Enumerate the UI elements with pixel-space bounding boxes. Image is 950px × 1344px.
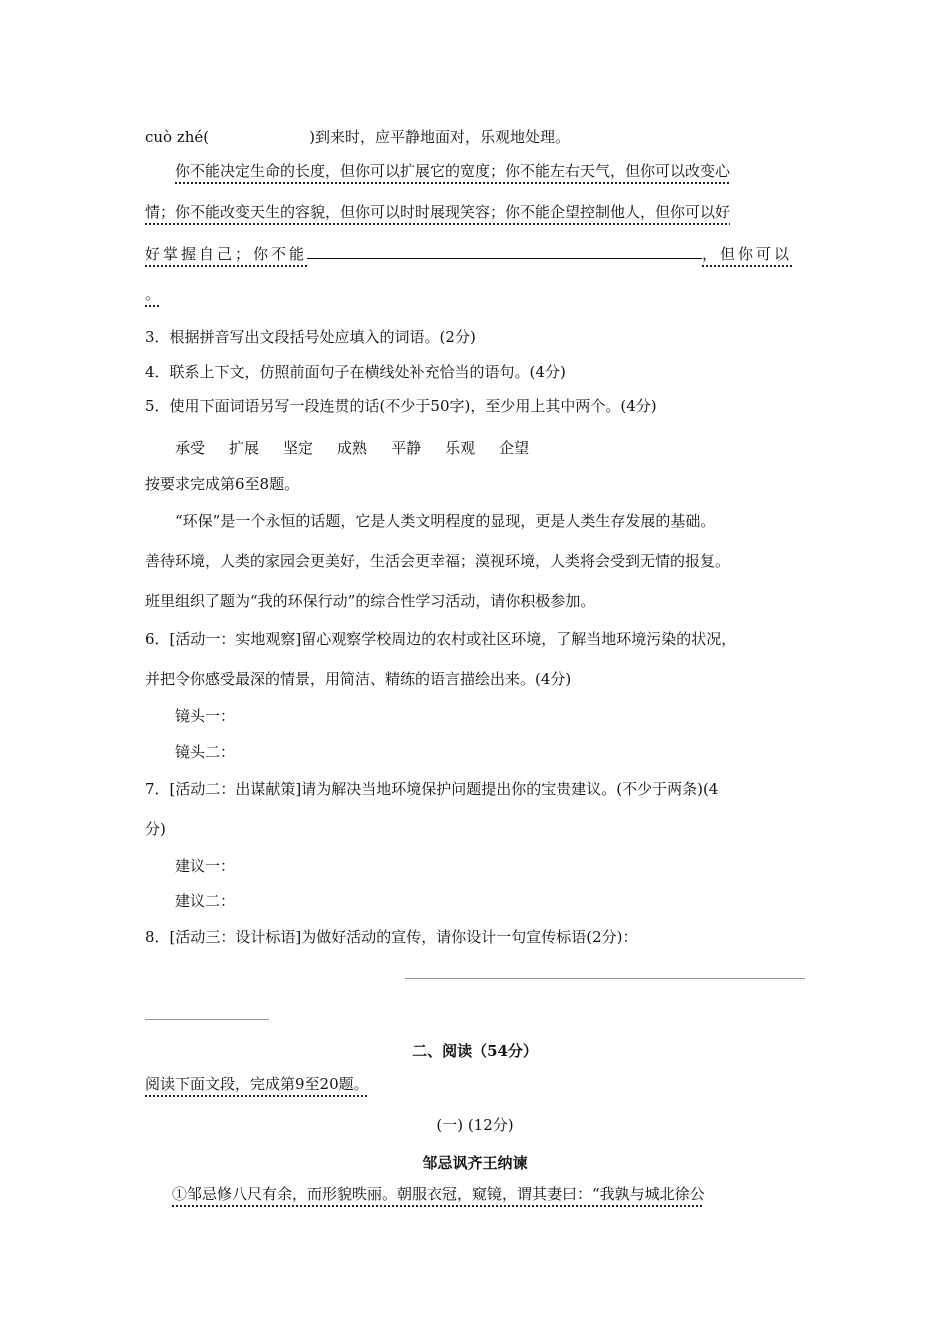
question-4: 4．联系上下文，仿照前面句子在横线处补充恰当的语句。(4分) bbox=[145, 363, 566, 381]
shot-2-label[interactable]: 镜头二： bbox=[175, 743, 236, 761]
word-item: 乐观 bbox=[445, 439, 476, 457]
suggestion-1-label[interactable]: 建议一： bbox=[175, 857, 236, 875]
passage-line-3b: ，但你可以 bbox=[702, 245, 793, 263]
essay-line-1: ①邹忌修八尺有余，而形貌昳丽。朝服衣冠，窥镜，谓其妻曰：“我孰与城北徐公 bbox=[172, 1185, 705, 1203]
passage-line-3 bbox=[145, 242, 792, 265]
slogan-answer-line[interactable] bbox=[405, 978, 805, 979]
question-7-line-2: 分) bbox=[145, 820, 166, 838]
env-line-1: “环保”是一个永恒的话题，它是人类文明程度的显现，更是人类生存发展的基础。 bbox=[175, 512, 716, 530]
pinyin-line bbox=[145, 126, 570, 148]
section-2-heading: 二、阅读（54分） bbox=[412, 1042, 538, 1060]
question-6-line-2: 并把令你感受最深的情景，用简洁、精练的语言描绘出来。(4分) bbox=[145, 670, 572, 688]
reading-instruction: 阅读下面文段，完成第9至20题。 bbox=[145, 1075, 369, 1093]
word-item: 平静 bbox=[391, 439, 422, 457]
shot-1-label[interactable]: 镜头一： bbox=[175, 707, 236, 725]
part-1-heading: (一) (12分) bbox=[436, 1116, 514, 1134]
question-8: 8．[活动三：设计标语]为做好活动的宣传，请你设计一句宣传标语(2分)： bbox=[145, 928, 638, 946]
question-6-line-1: 6．[活动一：实地观察]留心观察学校周边的农村或社区环境，了解当地环境污染的状况， bbox=[145, 630, 737, 648]
question-5: 5．使用下面词语另写一段连贯的话(不少于50字)，至少用上其中两个。(4分) bbox=[145, 397, 657, 415]
env-line-3: 班里组织了题为“我的环保行动”的综合性学习活动，请你积极参加。 bbox=[145, 592, 596, 610]
passage-line-4: 。 bbox=[145, 285, 161, 303]
passage-line-1: 你不能决定生命的长度，但你可以扩展它的宽度；你不能左右天气，但你可以改变心 bbox=[175, 162, 731, 180]
pinyin-text: cuò zhé( bbox=[145, 128, 210, 146]
word-item: 承受 bbox=[175, 439, 206, 457]
question-7-line-1: 7．[活动二：出谋献策]请为解决当地环境保护问题提出你的宝贵建议。(不少于两条)(4 bbox=[145, 780, 719, 798]
word-item: 企望 bbox=[499, 439, 530, 457]
passage-line-3a: 好掌握自己；你不能 bbox=[145, 245, 308, 263]
env-line-2: 善待环境，人类的家园会更美好，生活会更幸福；漠视环境，人类将会受到无情的报复。 bbox=[145, 552, 731, 570]
instruction-6-8: 按要求完成第6至8题。 bbox=[145, 475, 300, 493]
imitation-blank[interactable] bbox=[307, 242, 702, 259]
pinyin-tail: )到来时，应平静地面对，乐观地处理。 bbox=[309, 128, 571, 146]
essay-title: 邹忌讽齐王纳谏 bbox=[422, 1154, 528, 1172]
word-item: 成熟 bbox=[337, 439, 368, 457]
passage-line-2: 情；你不能改变天生的容貌，但你可以时时展现笑容；你不能企望控制他人，但你可以好 bbox=[145, 203, 731, 221]
word-list bbox=[175, 437, 553, 459]
word-item: 扩展 bbox=[229, 439, 260, 457]
word-item: 坚定 bbox=[283, 439, 314, 457]
footnote-divider bbox=[145, 1019, 269, 1020]
suggestion-2-label[interactable]: 建议二： bbox=[175, 892, 236, 910]
question-3: 3．根据拼音写出文段括号处应填入的词语。(2分) bbox=[145, 328, 476, 346]
